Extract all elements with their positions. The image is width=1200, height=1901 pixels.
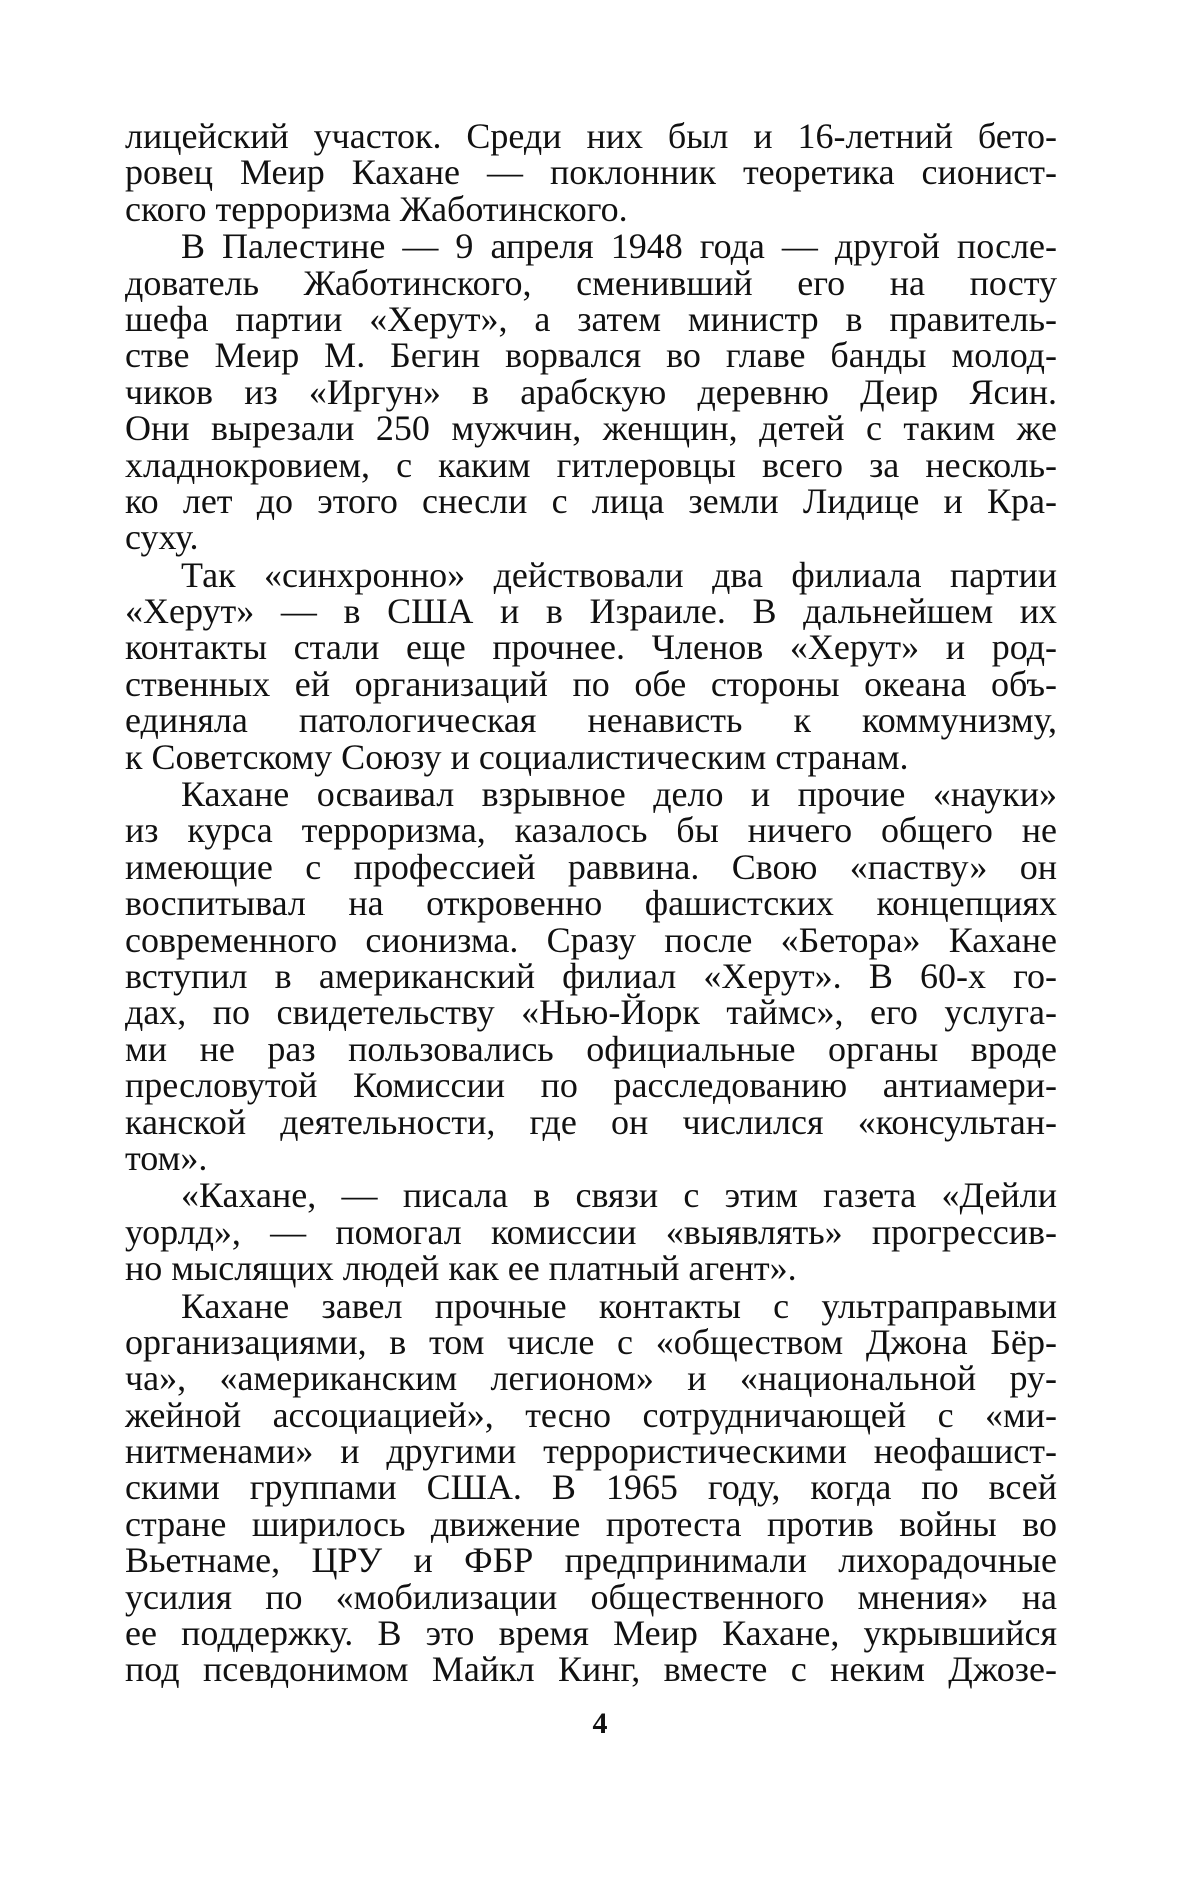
text-line: ми не раз пользовались официальные органы вроде: [125, 1028, 1057, 1069]
paragraph-5: [125, 1175, 1057, 1289]
text-line: вступил в американский филиал «Херут». В 60-х го-: [125, 955, 1057, 996]
text-line: канской деятельности, где он числился «консультан-: [125, 1101, 1057, 1142]
text-line: современного сионизма. Сразу после «Бетора» Кахане: [125, 919, 1057, 960]
text-line: Кахане осваивал взрывное дело и прочие «науки»: [181, 774, 1057, 815]
text-line: хладнокровием, с каким гитлеровцы всего за несколь-: [125, 444, 1057, 485]
text-line: Так «синхронно» действовали два филиала партии: [181, 554, 1057, 595]
text-line: из курса терроризма, казалось бы ничего общего не: [125, 810, 1057, 851]
text-line: ственных ей организаций по обе стороны океана объ-: [125, 663, 1057, 704]
text-line: дователь Жаботинского, сменивший его на посту: [125, 262, 1057, 303]
page-body: [125, 118, 1057, 1688]
text-line: суху.: [125, 517, 199, 558]
text-line: единяла патологическая ненависть к коммунизму,: [125, 700, 1057, 741]
text-line: том».: [125, 1137, 208, 1178]
text-line: В Палестине — 9 апреля 1948 года — другой после-: [181, 226, 1057, 267]
text-line: ровец Меир Кахане — поклонник теоретика сионист-: [125, 152, 1057, 193]
text-line: Вьетнаме, ЦРУ и ФБР предпринимали лихорадочные: [125, 1540, 1057, 1581]
text-line: ко лет до этого снесли с лица земли Лидице и Кра-: [125, 480, 1057, 521]
text-line: организациями, в том числе с «обществом Джона Бёр-: [125, 1321, 1057, 1362]
text-line: шефа партии «Херут», а затем министр в правитель-: [125, 298, 1057, 339]
text-line: нитменами» и другими террористическими неофашист-: [125, 1431, 1057, 1472]
text-line: ского терроризма Жаботинского.: [125, 188, 628, 229]
text-line: имеющие с профессией раввина. Свою «паству» он: [125, 846, 1057, 887]
text-line: Кахане завел прочные контакты с ультраправыми: [181, 1285, 1057, 1326]
paragraph-1: [125, 118, 1057, 227]
paragraph-4: [125, 776, 1057, 1176]
text-line: ее поддержку. В это время Меир Кахане, укрывшийся: [125, 1613, 1057, 1654]
paragraph-3: [125, 554, 1057, 777]
text-line: «Херут» — в США и в Израиле. В дальнейшем их: [125, 591, 1057, 632]
text-line: стране ширилось движение протеста против войны во: [125, 1503, 1057, 1544]
text-line: «Кахане, — писала в связи с этим газета «Дейли: [181, 1175, 1057, 1216]
paragraph-6: [125, 1285, 1057, 1690]
page-number: 4: [592, 1707, 608, 1740]
text-line: стве Меир М. Бегин ворвался во главе банды молод-: [125, 335, 1057, 376]
text-line: под псевдонимом Майкл Кинг, вместе с неким Джозе-: [125, 1649, 1057, 1690]
text-line: жейной ассоциацией», тесно сотрудничающей с «ми-: [125, 1394, 1057, 1435]
paragraph-2: [125, 228, 1057, 556]
text-line: уорлд», — помогал комиссии «выявлять» прогрессив-: [125, 1211, 1057, 1252]
text-line: контакты стали еще прочнее. Членов «Херут» и род-: [125, 627, 1057, 668]
text-line: но мыслящих людей как ее платный агент».: [125, 1248, 797, 1289]
text-line: воспитывал на откровенно фашистских концепциях: [125, 883, 1057, 924]
text-line: к Советскому Союзу и социалистическим странам.: [125, 736, 909, 777]
text-line: Они вырезали 250 мужчин, женщин, детей с таким же: [125, 408, 1057, 449]
text-line: скими группами США. В 1965 году, когда по всей: [125, 1467, 1057, 1508]
text-line: лицейский участок. Среди них был и 16-летний бето-: [125, 116, 1057, 156]
text-line: пресловутой Комиссии по расследованию антиамери-: [125, 1065, 1057, 1106]
text-line: ча», «американским легионом» и «национальной ру-: [125, 1358, 1057, 1399]
text-line: чиков из «Иргун» в арабскую деревню Деир Ясин.: [125, 371, 1057, 412]
text-line: дах, по свидетельству «Нью-Йорк таймс», его услуга-: [125, 992, 1057, 1033]
text-line: усилия по «мобилизации общественного мнения» на: [125, 1576, 1057, 1617]
